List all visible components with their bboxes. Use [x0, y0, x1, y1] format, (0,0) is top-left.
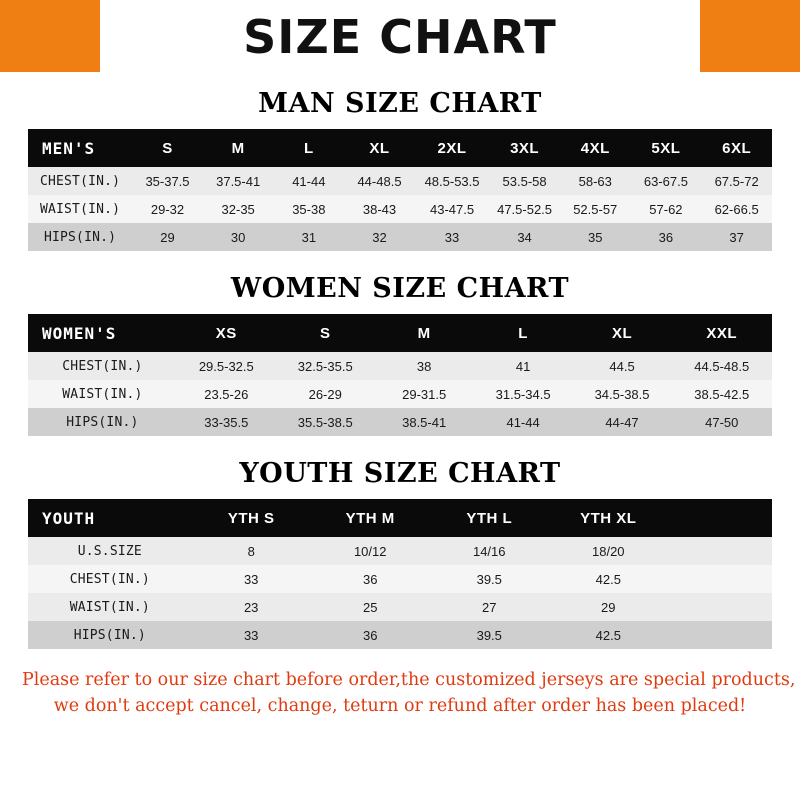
cell: 62-66.5 [701, 195, 772, 223]
cell: 39.5 [430, 565, 549, 593]
cell: 58-63 [560, 167, 631, 195]
cell: 41 [474, 352, 573, 380]
col-head-2xl: 2XL [415, 129, 489, 167]
table-row [28, 195, 772, 223]
cell: 38-43 [344, 195, 415, 223]
cell: 34 [489, 223, 560, 251]
cell: 31 [274, 223, 345, 251]
youth-table-wrap [0, 499, 800, 649]
cell: 18/20 [549, 537, 668, 565]
col-head-3xl: 3XL [489, 129, 560, 167]
cell: 25 [311, 593, 430, 621]
cell: 48.5-53.5 [415, 167, 489, 195]
col-head-4xl: 4XL [560, 129, 631, 167]
col-head-yth-s: YTH S [192, 499, 311, 537]
col-head-m: M [203, 129, 274, 167]
col-head-xs: XS [177, 314, 276, 352]
table-row [28, 223, 772, 251]
table-row [28, 593, 772, 621]
cell: 36 [311, 621, 430, 649]
cell: 33-35.5 [177, 408, 276, 436]
cell: 35-37.5 [132, 167, 203, 195]
row-label-waist: WAIST(IN.) [28, 593, 192, 621]
cell: 36 [311, 565, 430, 593]
col-head-yth-l: YTH L [430, 499, 549, 537]
page-title: SIZE CHART [243, 10, 557, 64]
cell: 52.5-57 [560, 195, 631, 223]
women-table-wrap [0, 314, 800, 436]
col-head-womens: WOMEN'S [28, 314, 177, 352]
youth-size-table [28, 499, 772, 649]
cell: 8 [192, 537, 311, 565]
cell: 47.5-52.5 [489, 195, 560, 223]
table-row [28, 408, 772, 436]
cell: 57-62 [631, 195, 702, 223]
cell: 53.5-58 [489, 167, 560, 195]
cell: 44.5 [573, 352, 672, 380]
cell: 35 [560, 223, 631, 251]
table-header-row [28, 499, 772, 537]
cell: 44.5-48.5 [672, 352, 773, 380]
cell: 14/16 [430, 537, 549, 565]
cell: 41-44 [474, 408, 573, 436]
cell: 36 [631, 223, 702, 251]
cell: 44-47 [573, 408, 672, 436]
table-row [28, 565, 772, 593]
disclaimer-note [0, 667, 800, 720]
cell: 29.5-32.5 [177, 352, 276, 380]
cell: 38 [375, 352, 474, 380]
col-head-5xl: 5XL [631, 129, 702, 167]
cell: 47-50 [672, 408, 773, 436]
cell [668, 621, 772, 649]
table-row [28, 167, 772, 195]
note-line-2: we don't accept cancel, change, teturn or refund after order has been placed! [53, 696, 747, 717]
row-label-hips: HIPS(IN.) [28, 621, 192, 649]
women-size-table [28, 314, 772, 436]
table-header-row [28, 314, 772, 352]
cell: 26-29 [276, 380, 375, 408]
cell: 29-32 [132, 195, 203, 223]
table-row [28, 380, 772, 408]
col-head-mens: MEN'S [28, 129, 132, 167]
col-head-s: S [132, 129, 203, 167]
table-row [28, 352, 772, 380]
row-label-waist: WAIST(IN.) [28, 380, 177, 408]
cell: 44-48.5 [344, 167, 415, 195]
row-label-waist: WAIST(IN.) [28, 195, 132, 223]
cell: 32.5-35.5 [276, 352, 375, 380]
cell: 42.5 [549, 565, 668, 593]
row-label-hips: HIPS(IN.) [28, 223, 132, 251]
col-head-6xl: 6XL [701, 129, 772, 167]
cell: 33 [192, 621, 311, 649]
cell: 27 [430, 593, 549, 621]
cell: 35.5-38.5 [276, 408, 375, 436]
cell: 42.5 [549, 621, 668, 649]
col-head-youth: YOUTH [28, 499, 192, 537]
man-table-wrap [0, 129, 800, 251]
cell: 34.5-38.5 [573, 380, 672, 408]
col-head-l: L [274, 129, 345, 167]
section-title-man: MAN SIZE CHART [258, 88, 542, 119]
cell: 67.5-72 [701, 167, 772, 195]
banner-inner [100, 0, 700, 72]
col-head-xl: XL [573, 314, 672, 352]
table-row [28, 537, 772, 565]
row-label-chest: CHEST(IN.) [28, 565, 192, 593]
row-label-hips: HIPS(IN.) [28, 408, 177, 436]
cell: 31.5-34.5 [474, 380, 573, 408]
cell: 39.5 [430, 621, 549, 649]
cell: 37.5-41 [203, 167, 274, 195]
cell: 23.5-26 [177, 380, 276, 408]
cell: 29 [549, 593, 668, 621]
cell: 32-35 [203, 195, 274, 223]
row-label-chest: CHEST(IN.) [28, 352, 177, 380]
col-head-xxl: XXL [672, 314, 773, 352]
section-title-youth: YOUTH SIZE CHART [239, 458, 561, 489]
row-label-chest: CHEST(IN.) [28, 167, 132, 195]
cell: 63-67.5 [631, 167, 702, 195]
cell: 32 [344, 223, 415, 251]
cell: 35-38 [274, 195, 345, 223]
cell: 10/12 [311, 537, 430, 565]
cell [668, 565, 772, 593]
cell [668, 537, 772, 565]
cell: 38.5-41 [375, 408, 474, 436]
col-head-yth-m: YTH M [311, 499, 430, 537]
row-label-us-size: U.S.SIZE [28, 537, 192, 565]
cell: 41-44 [274, 167, 345, 195]
note-line-1: Please refer to our size chart before order,the customized jerseys are special products, [22, 670, 796, 690]
col-head-m: M [375, 314, 474, 352]
cell: 37 [701, 223, 772, 251]
banner [0, 0, 800, 72]
section-title-women: WOMEN SIZE CHART [230, 273, 570, 304]
cell: 30 [203, 223, 274, 251]
table-row [28, 621, 772, 649]
col-head-xl: XL [344, 129, 415, 167]
cell: 29 [132, 223, 203, 251]
cell: 43-47.5 [415, 195, 489, 223]
col-head-s: S [276, 314, 375, 352]
cell: 29-31.5 [375, 380, 474, 408]
cell: 23 [192, 593, 311, 621]
cell [668, 593, 772, 621]
table-header-row [28, 129, 772, 167]
col-head-yth-xl: YTH XL [549, 499, 668, 537]
cell: 38.5-42.5 [672, 380, 773, 408]
cell: 33 [415, 223, 489, 251]
cell: 33 [192, 565, 311, 593]
col-head-l: L [474, 314, 573, 352]
man-size-table [28, 129, 772, 251]
col-head-empty [668, 499, 772, 537]
